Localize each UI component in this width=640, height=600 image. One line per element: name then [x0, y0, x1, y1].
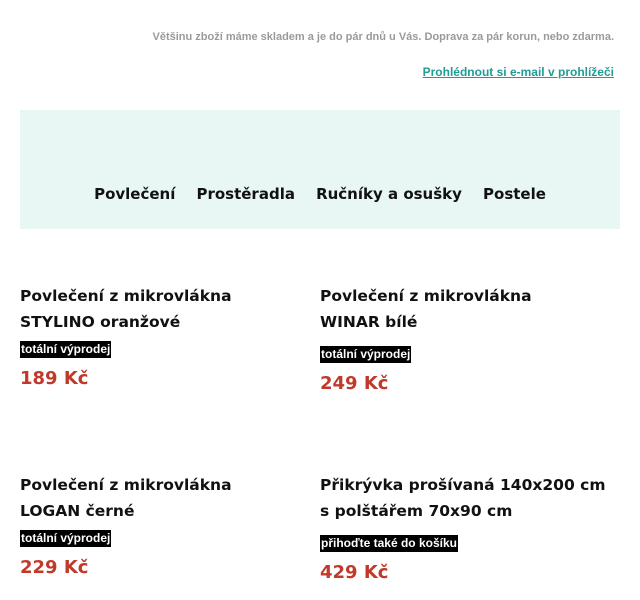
- product-title-line-2: LOGAN černé: [20, 502, 135, 520]
- product-price: 189 Kč: [20, 368, 89, 389]
- category-nav: [20, 184, 620, 203]
- product-card[interactable]: [320, 283, 620, 394]
- product-price: 429 Kč: [320, 562, 389, 583]
- product-price: 229 Kč: [20, 557, 89, 578]
- nav-item-postele[interactable]: Postele: [483, 185, 546, 203]
- product-badge: totální výprodej: [321, 347, 411, 361]
- nav-item-prosteradla[interactable]: Prostěradla: [196, 185, 295, 203]
- product-badge: totální výprodej: [21, 531, 111, 545]
- view-in-browser-link[interactable]: Prohlédnout si e-mail v prohlížeči: [422, 65, 614, 79]
- product-card[interactable]: [320, 472, 620, 583]
- product-card[interactable]: [20, 283, 320, 389]
- product-title-line-1: Povlečení z mikrovlákna: [20, 476, 232, 494]
- product-title[interactable]: [20, 472, 320, 524]
- product-title-line-2: WINAR bílé: [320, 313, 418, 331]
- product-title-line-2: s polštářem 70x90 cm: [320, 502, 513, 520]
- product-title-line-1: Povlečení z mikrovlákna: [20, 287, 232, 305]
- product-title[interactable]: [320, 472, 620, 524]
- product-title-line-1: Přikrývka prošívaná 140x200 cm: [320, 476, 606, 494]
- product-price: 249 Kč: [320, 373, 389, 394]
- product-badge: přihoďte také do košíku: [321, 536, 457, 550]
- product-title-line-2: STYLINO oranžové: [20, 313, 181, 331]
- product-card[interactable]: [20, 472, 320, 578]
- nav-item-rucniky[interactable]: Ručníky a osušky: [316, 185, 462, 203]
- nav-band: [20, 110, 620, 229]
- product-title-line-1: Povlečení z mikrovlákna: [320, 287, 532, 305]
- nav-item-povleceni[interactable]: Povlečení: [94, 185, 176, 203]
- product-title[interactable]: [20, 283, 320, 335]
- top-note: Většinu zboží máme skladem a je do pár dnů u Vás. Doprava za pár korun, nebo zdarma.: [152, 31, 614, 43]
- product-title[interactable]: [320, 283, 620, 335]
- product-badge: totální výprodej: [21, 342, 111, 356]
